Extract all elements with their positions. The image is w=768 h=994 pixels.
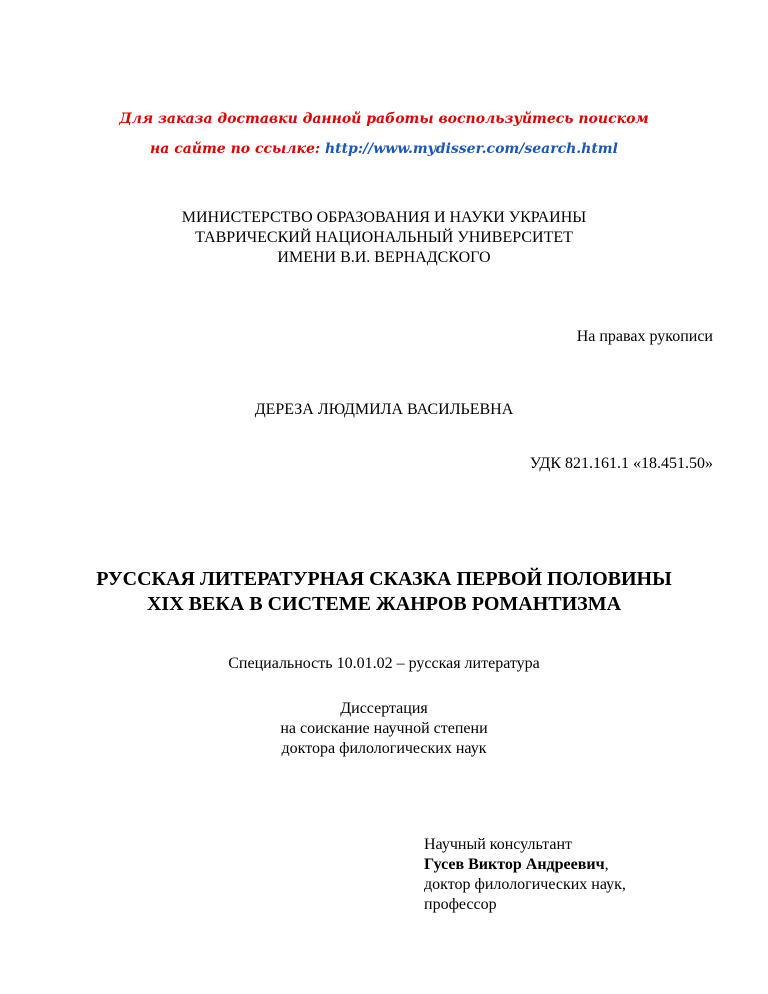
specialty: Специальность 10.01.02 – русская литература <box>228 655 540 672</box>
manuscript-note: На правах рукописи <box>576 328 713 345</box>
consultant-name-line <box>424 855 626 875</box>
university-dedication: ИМЕНИ В.И. ВЕРНАДСКОГО <box>277 249 491 266</box>
udk-code: УДК 821.161.1 «18.451.50» <box>529 455 713 472</box>
order-notice <box>0 104 768 164</box>
consultant-name-comma: , <box>604 856 609 873</box>
consultant-label: Научный консультант <box>424 836 572 853</box>
dissertation-degree <box>0 699 768 759</box>
order-notice-line1: Для заказа доставки данной работы воспользуйтесь поиском <box>119 111 649 127</box>
dissertation-title <box>0 567 768 617</box>
title-line1: РУССКАЯ ЛИТЕРАТУРНАЯ СКАЗКА ПЕРВОЙ ПОЛОВИНЫ <box>96 568 672 590</box>
institution-header <box>0 208 768 268</box>
degree-purpose: на соискание научной степени <box>280 720 488 737</box>
order-notice-line2 <box>0 134 768 164</box>
consultant-title: профессор <box>424 896 497 913</box>
degree-name: доктора филологических наук <box>281 740 487 757</box>
consultant-degree: доктор филологических наук, <box>424 876 626 893</box>
university-name: ТАВРИЧЕСКИЙ НАЦИОНАЛЬНЫЙ УНИВЕРСИТЕТ <box>195 229 573 246</box>
search-link[interactable]: http://www.mydisser.com/search.html <box>324 141 618 157</box>
ministry-name: МИНИСТЕРСТВО ОБРАЗОВАНИЯ И НАУКИ УКРАИНЫ <box>181 209 587 226</box>
scientific-consultant <box>424 835 626 915</box>
author-name: ДЕРЕЗА ЛЮДМИЛА ВАСИЛЬЕВНА <box>254 401 514 418</box>
consultant-name: Гусев Виктор Андреевич <box>424 856 605 873</box>
order-notice-prefix: на сайте по ссылке: <box>150 141 321 157</box>
title-line2: XIX ВЕКА В СИСТЕМЕ ЖАНРОВ РОМАНТИЗМА <box>146 593 622 615</box>
dissertation-label: Диссертация <box>340 700 428 717</box>
